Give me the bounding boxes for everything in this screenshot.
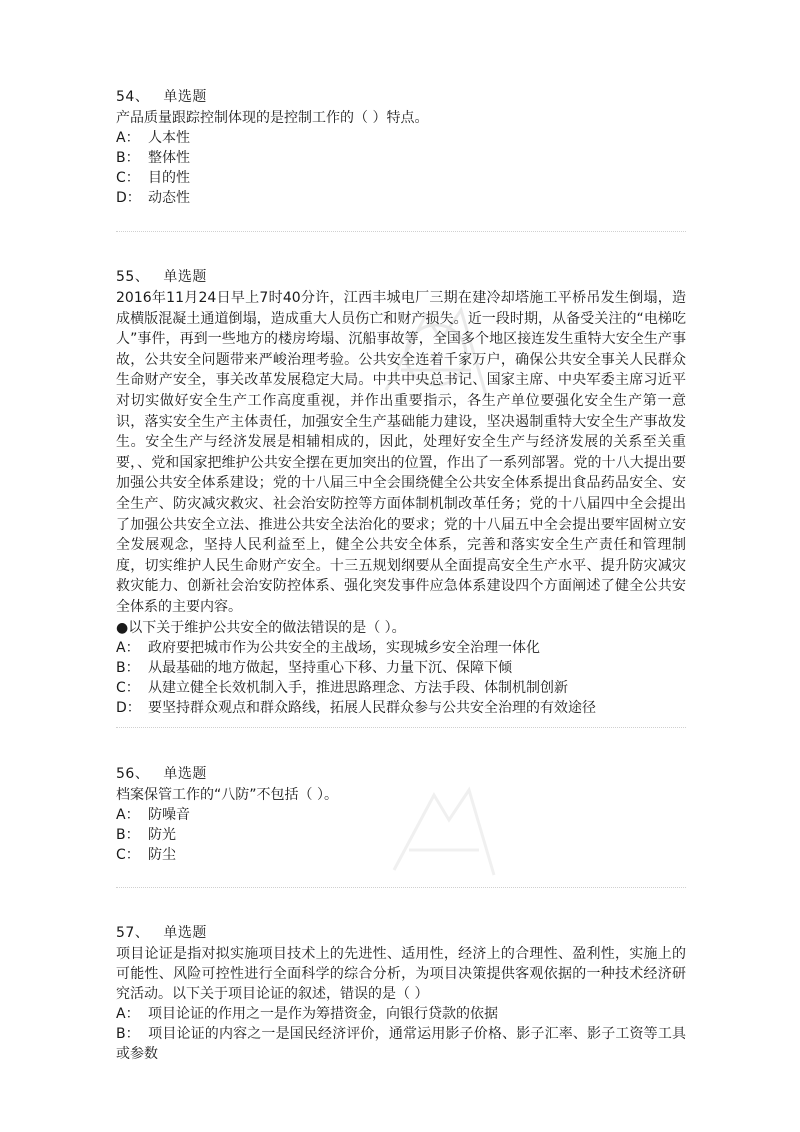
question-stem: 项目论证是指对拟实施项目技术上的先进性、适用性，经济上的合理性、盈利性，实施上的可能性、风险可控性进行全面科学的综合分析，为项目决策提供客观依据的一种技术经济研究活动。以下关于项目论证的叙述，错误的是（ ） xyxy=(116,946,686,1002)
option-a[interactable]: A： 防噪音 xyxy=(116,807,190,823)
question-divider xyxy=(116,887,686,888)
question-stem: 产品质量跟踪控制体现的是控制工作的（ ）特点。 xyxy=(116,110,429,126)
option-b[interactable]: B： 从最基础的地方做起，坚持重心下移、力量下沉、保障下倾 xyxy=(116,659,512,676)
question-type: 单选题 xyxy=(163,269,207,285)
option-c[interactable]: C： 目的性 xyxy=(116,170,190,186)
question-number: 54、 xyxy=(116,89,150,105)
option-a[interactable]: A： 项目论证的作用之一是作为筹措资金，向银行贷款的依据 xyxy=(116,1006,498,1022)
question-header xyxy=(116,86,686,108)
question-stem: 2016年11月24日早上7时40分许，江西丰城电厂三期在建冷却塔施工平桥吊发生倒塌，造成横版混凝土通道倒塌，造成重大人员伤亡和财产损失。近一段时期，从备受关注的“电梯吃人”事件，再到一些地方的楼房垮塌、沉船事故等，全国多个地区接连发生重特大安全生产事故，公共安全问题带来严峻治理考验。公共安全连着千家万户，确保公共安全事关人民群众生命财产安全，事关改革发展稳定大局。中共中央总书记、国家主席、中央军委主席习近平对切实做好安全生产工作高度重视，并作出重要指示，各生产单位要强化安全生产第一意识，落实安全生产主体责任，加强安全生产基础能力建设，坚决遏制重特大安全生产事故发生。安全生产与经济发展是相辅相成的，因此，处理好安全生产与经济发展的关系至关重要，、党和国家把维护公共安全摆在更加突出的位置，作出了一系列部署。党的十八大提出要加强公共安全体系建设；党的十八届三中全会围绕健全公共安全体系提出食品药品安全、安全生产、防灾减灾救灾、社会治安防控等方面体制机制改革任务；党的十八届四中全会提出了加强公共安全立法、推进公共安全法治化的要求；党的十八届五中全会提出要牢固树立安全发展观念，坚持人民利益至上，健全公共安全体系，完善和落实安全生产责任和管理制度，切实维护人民生命财产安全。十三五规划纲要从全面提高安全生产水平、提升防灾减灾救灾能力、创新社会治安防控体系、强化突发事件应急体系建设四个方面阐述了健全公共安全体系的主要内容。 xyxy=(116,290,686,615)
option-c[interactable]: C： 防尘 xyxy=(116,847,176,863)
option-b[interactable]: B： 项目论证的内容之一是国民经济评价，通常运用影子价格、影子汇率、影子工资等工具或参数 xyxy=(116,1026,686,1062)
option-d[interactable]: D： 要坚持群众观点和群众路线，拓展人民群众参与公共安全治理的有效途径 xyxy=(116,699,596,716)
question-number: 56、 xyxy=(116,766,150,782)
question-type: 单选题 xyxy=(163,925,207,941)
question-divider xyxy=(116,727,686,728)
option-c[interactable]: C： 从建立健全长效机制入手，推进思路理念、方法手段、体制机制创新 xyxy=(116,679,568,696)
question-56 xyxy=(116,763,686,865)
question-type: 单选题 xyxy=(163,89,207,105)
question-header xyxy=(116,922,686,944)
question-type: 单选题 xyxy=(163,766,207,782)
option-b[interactable]: B： 整体性 xyxy=(116,150,190,166)
question-number: 57、 xyxy=(116,925,150,941)
option-d[interactable]: D： 动态性 xyxy=(116,190,190,206)
question-number: 55、 xyxy=(116,269,150,285)
sub-question: ●以下关于维护公共安全的做法错误的是（ ）。 xyxy=(116,619,406,636)
question-header xyxy=(116,266,686,288)
question-header xyxy=(116,763,686,785)
question-57 xyxy=(116,922,686,1064)
question-55 xyxy=(116,266,686,718)
question-stem: 档案保管工作的“八防”不包括（ ）。 xyxy=(116,787,338,803)
option-a[interactable]: A： 政府要把城市作为公共安全的主战场，实现城乡安全治理一体化 xyxy=(116,639,540,656)
question-54 xyxy=(116,86,686,208)
option-b[interactable]: B： 防光 xyxy=(116,827,176,843)
question-divider xyxy=(116,231,686,232)
option-a[interactable]: A： 人本性 xyxy=(116,130,190,146)
